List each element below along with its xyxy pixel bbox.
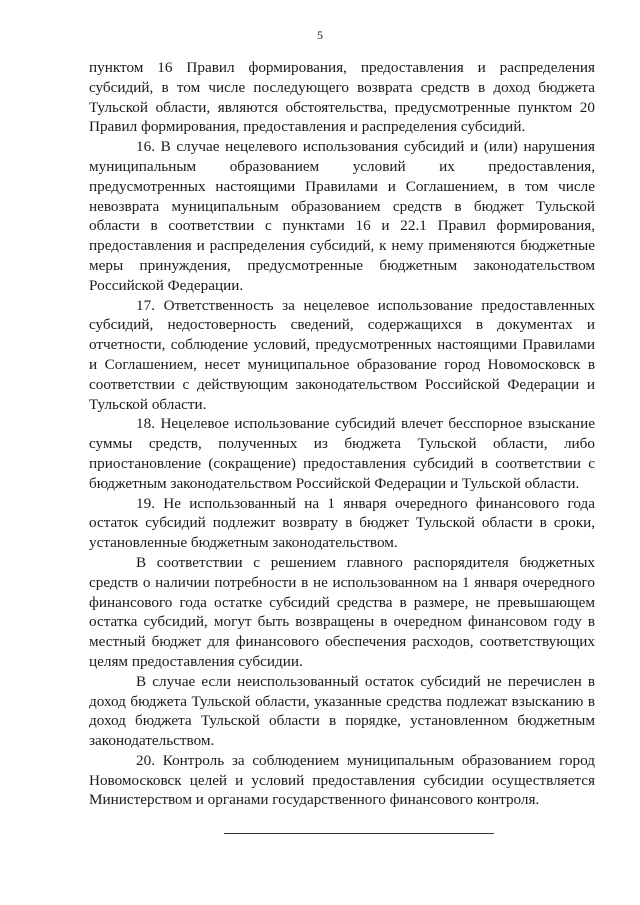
paragraph-19: 19. Не использованный на 1 января очередного финансового года остаток субсидий подлежит возврату в бюджет Тульской области в сроки, установленные бюджетным законодательством.	[89, 494, 595, 552]
paragraph-20: 20. Контроль за соблюдением муниципальным образованием город Новомосковск целей и условий предоставления субсидии осуществляется Министерством и органами государственного финансового контроля.	[89, 751, 595, 809]
paragraph-16: 16. В случае нецелевого использования субсидий и (или) нарушения муниципальным образованием условий их предоставления, предусмотренных настоящими Правилами и Соглашением, в том числе невозврата муниципальным образованием средств в бюджет Тульской области в соответствии с пунктами 16 и 22.1 Правил формирования, предоставления и распределения субсидий, к нему применяются бюджетные меры принуждения, предусмотренные бюджетным законодательством Российской Федерации.	[89, 138, 595, 294]
page-number: 5	[317, 28, 323, 42]
end-of-document-rule	[224, 833, 494, 834]
paragraph-19-refund: В соответствии с решением главного распорядителя бюджетных средств о наличии потребности в не использованном на 1 января очередного финансового года остатке субсидий средства в размере, не превышающем остатка субсидий, могут быть возвращены в очередном финансовом году в местный бюджет для финансового обеспечения расходов, соответствующих целям предоставления субсидии.	[89, 553, 595, 670]
document-body	[89, 58, 595, 810]
paragraph-17: 17. Ответственность за нецелевое использование предоставленных субсидий, недостоверность сведений, содержащихся в документах и отчетности, соблюдение условий, предусмотренных настоящими Правилами и Соглашением, несет муниципальное образование город Новомосковск в соответствии с действующим законодательством Российской Федерации и Тульской области.	[89, 296, 595, 413]
paragraph-continuation: пунктом 16 Правил формирования, предоставления и распределения субсидий, в том числе последующего возврата средств в доход бюджета Тульской области, являются обстоятельства, предусмотренные пунктом 20 Правил формирования, предоставления и распределения субсидий.	[89, 59, 595, 136]
paragraph-19-recovery: В случае если неиспользованный остаток субсидий не перечислен в доход бюджета Тульской области, указанные средства подлежат взысканию в доход бюджета Тульской области в порядке, установленном бюджетным законодательством.	[89, 672, 595, 750]
paragraph-18: 18. Нецелевое использование субсидий влечет бесспорное взыскание суммы средств, полученных из бюджета Тульской области, либо приостановление (сокращение) предоставления субсидий в соответствии с бюджетным законодательством Российской Федерации и Тульской области.	[89, 415, 595, 492]
